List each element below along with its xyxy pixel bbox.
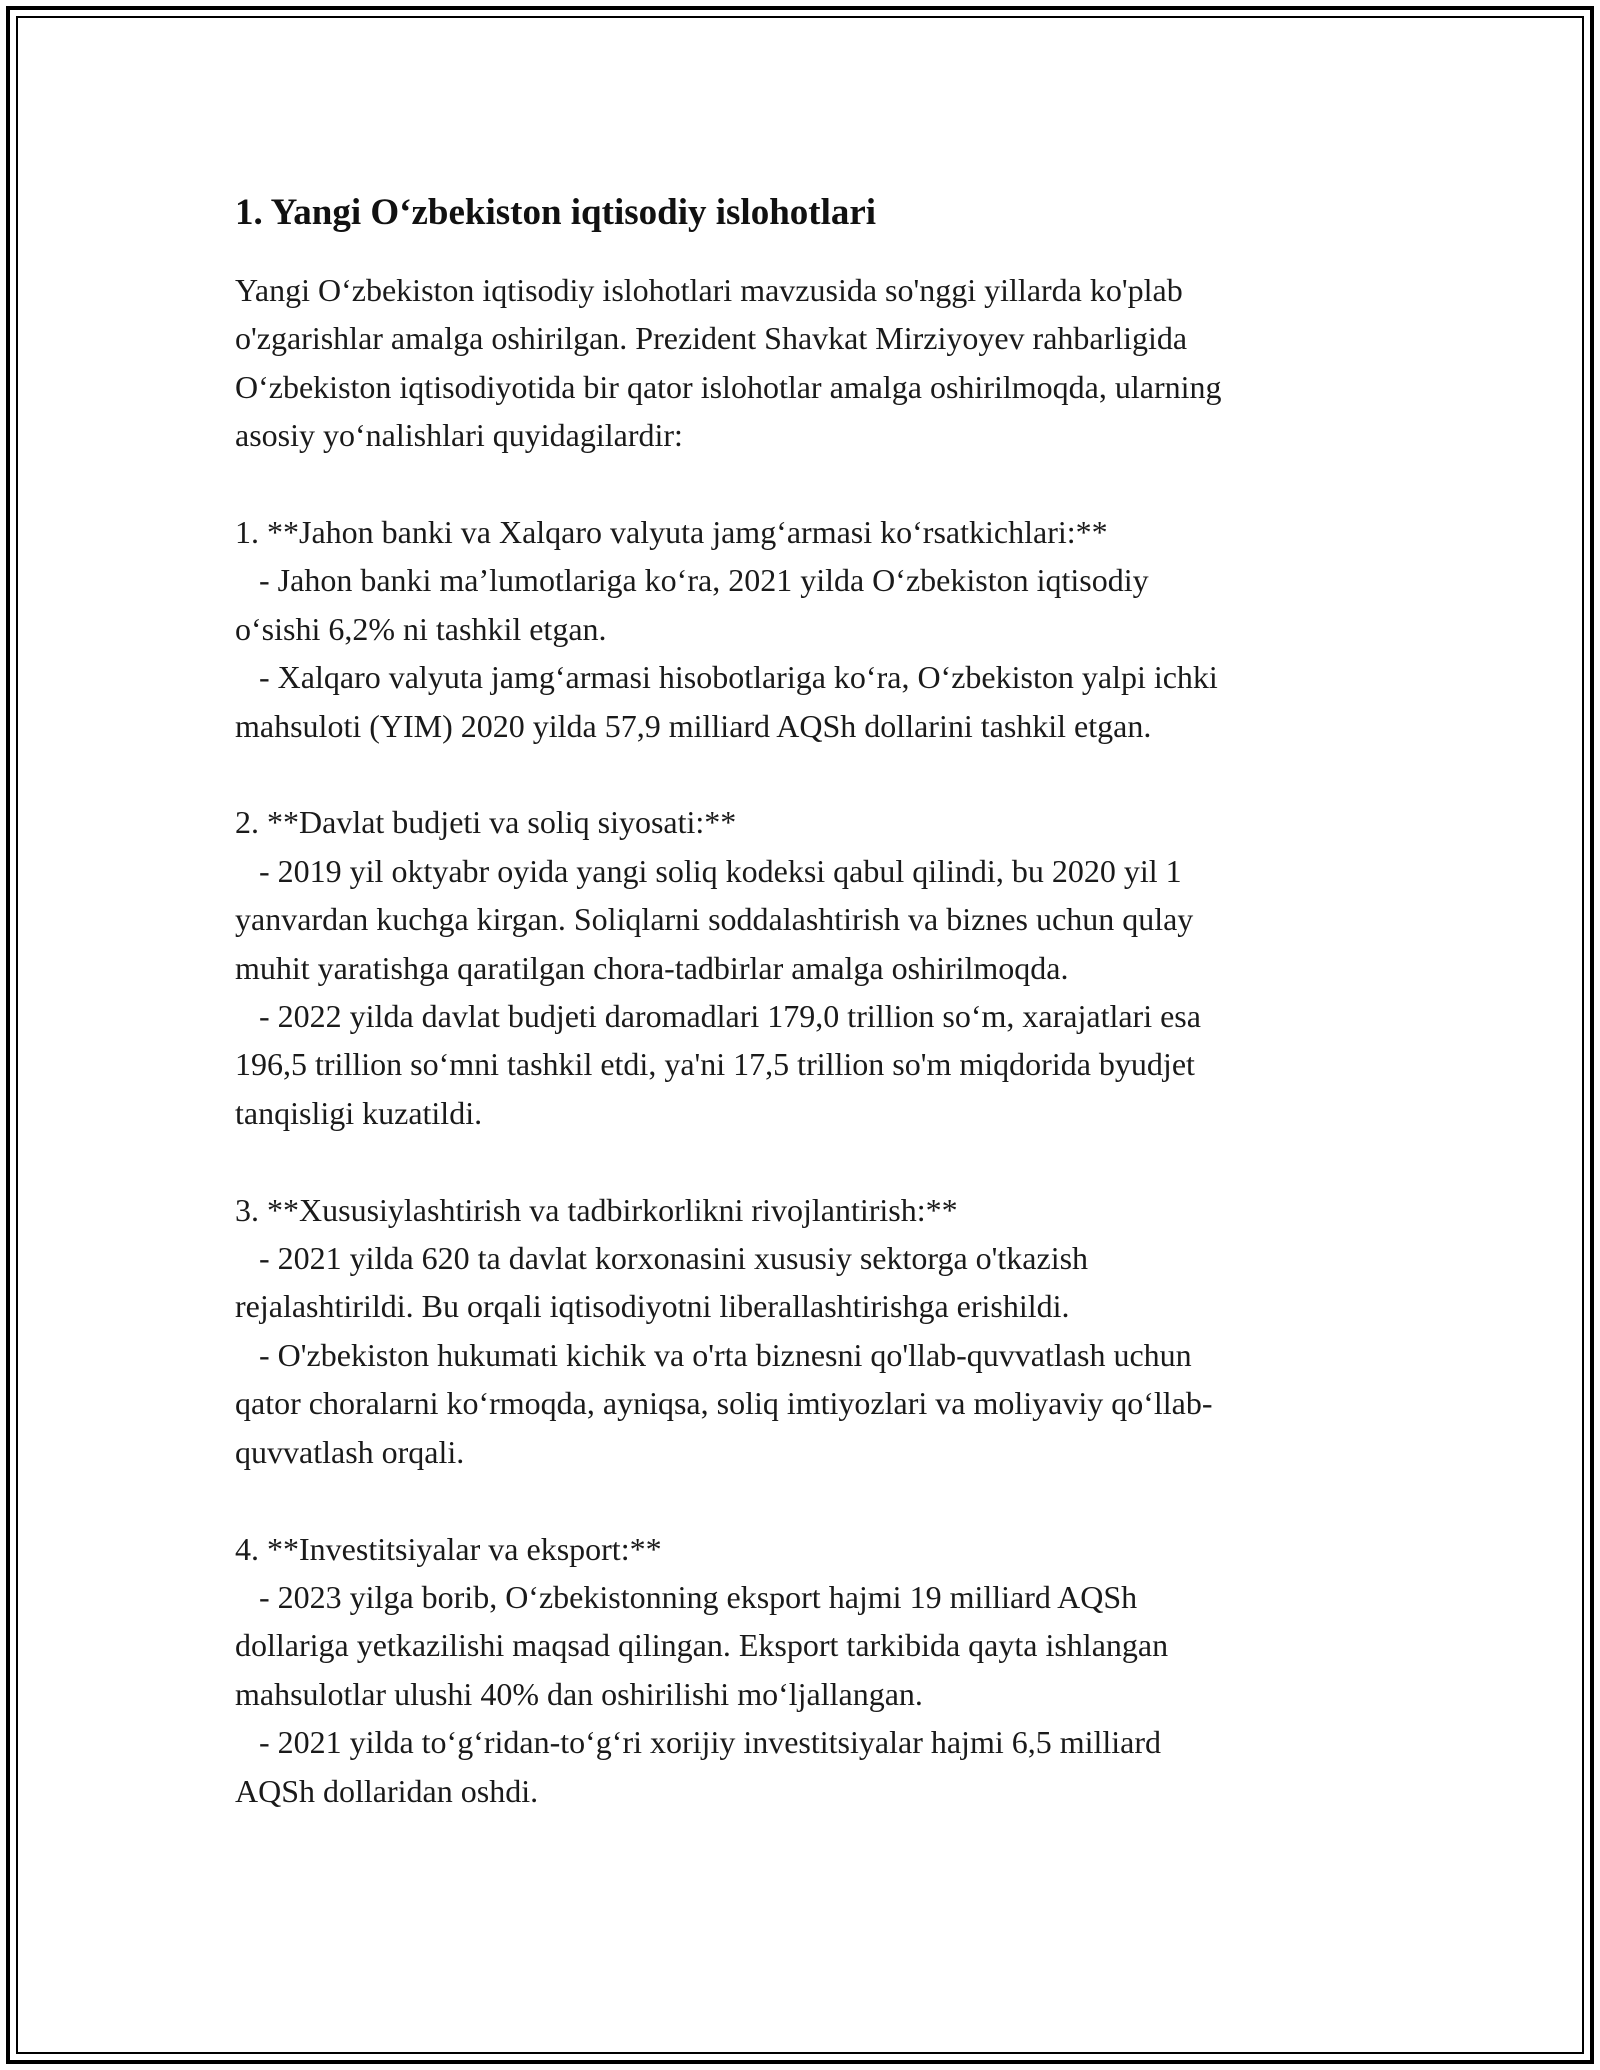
- text-line: rejalashtirildi. Bu orqali iqtisodiyotni liberallashtirishga erishildi.: [235, 1288, 1070, 1325]
- text-line: dollariga yetkazilishi maqsad qilingan. Eksport tarkibida qayta ishlangan: [235, 1627, 1169, 1664]
- text-line: - Xalqaro valyuta jamg‘armasi hisobotlariga ko‘ra, O‘zbekiston yalpi ichki: [235, 659, 1218, 696]
- text-line: mahsuloti (YIM) 2020 yilda 57,9 milliard AQSh dollarini tashkil etgan.: [235, 707, 1152, 744]
- text-line: yanvardan kuchga kirgan. Soliqlarni soddalashtirish va biznes uchun qulay: [235, 901, 1194, 938]
- text-line: - O'zbekiston hukumati kichik va o'rta biznesni qo'llab-quvvatlash uchun: [235, 1336, 1192, 1373]
- text-line: mahsulotlar ulushi 40% dan oshirilishi mo‘ljallangan.: [235, 1675, 923, 1712]
- text-line: asosiy yo‘nalishlari quyidagilardir:: [235, 417, 683, 454]
- section-heading: 1. **Jahon banki va Xalqaro valyuta jamg‘armasi ko‘rsatkichlari:**: [235, 514, 1108, 551]
- text-line: 196,5 trillion so‘mni tashkil etdi, ya'ni 17,5 trillion so'm miqdorida byudjet: [235, 1046, 1195, 1083]
- section-heading: 4. **Investitsiyalar va eksport:**: [235, 1530, 662, 1567]
- text-line: - 2021 yilda to‘g‘ridan-to‘g‘ri xorijiy investitsiyalar hajmi 6,5 milliard: [235, 1724, 1162, 1761]
- blank-line: [235, 1476, 1385, 1524]
- section-heading: 3. **Xususiylashtirish va tadbirkorlikni rivojlantirish:**: [235, 1191, 958, 1228]
- section-heading: 2. **Davlat budjeti va soliq siyosati:**: [235, 804, 737, 841]
- text-line: o‘sishi 6,2% ni tashkil etgan.: [235, 610, 607, 647]
- text-line: quvvatlash orqali.: [235, 1433, 465, 1470]
- text-line: muhit yaratishga qaratilgan chora-tadbirlar amalga oshirilmoqda.: [235, 949, 1069, 986]
- blank-line: [235, 1137, 1385, 1185]
- text-line: O‘zbekiston iqtisodiyotida bir qator islohotlar amalga oshirilmoqda, ularning: [235, 368, 1222, 405]
- text-line: AQSh dollaridan oshdi.: [235, 1772, 539, 1809]
- text-line: - Jahon banki ma’lumotlariga ko‘ra, 2021 yilda O‘zbekiston iqtisodiy: [235, 562, 1149, 599]
- document-title: 1. Yangi O‘zbekiston iqtisodiy islohotlari: [235, 192, 877, 233]
- document-content: [235, 186, 1385, 1815]
- text-line: Yangi O‘zbekiston iqtisodiy islohotlari mavzusida so'nggi yillarda ko'plab: [235, 272, 1183, 308]
- blank-line: [235, 750, 1385, 798]
- text-line: qator choralarni ko‘rmoqda, ayniqsa, soliq imtiyozlari va moliyaviy qo‘llab-: [235, 1385, 1213, 1422]
- text-line: - 2022 yilda davlat budjeti daromadlari 179,0 trillion so‘m, xarajatlari esa: [235, 998, 1201, 1035]
- text-line: - 2019 yil oktyabr oyida yangi soliq kodeksi qabul qilindi, bu 2020 yil 1: [235, 852, 1182, 889]
- text-line: o'zgarishlar amalga oshirilgan. Prezident Shavkat Mirziyoyev rahbarligida: [235, 320, 1188, 357]
- text-line: - 2023 yilga borib, O‘zbekistonning eksport hajmi 19 milliard AQSh: [235, 1578, 1138, 1615]
- text-line: tanqisligi kuzatildi.: [235, 1094, 483, 1131]
- document-body: [235, 266, 1385, 1815]
- text-line: - 2021 yilda 620 ta davlat korxonasini xususiy sektorga o'tkazish: [235, 1240, 1089, 1277]
- blank-line: [235, 460, 1385, 508]
